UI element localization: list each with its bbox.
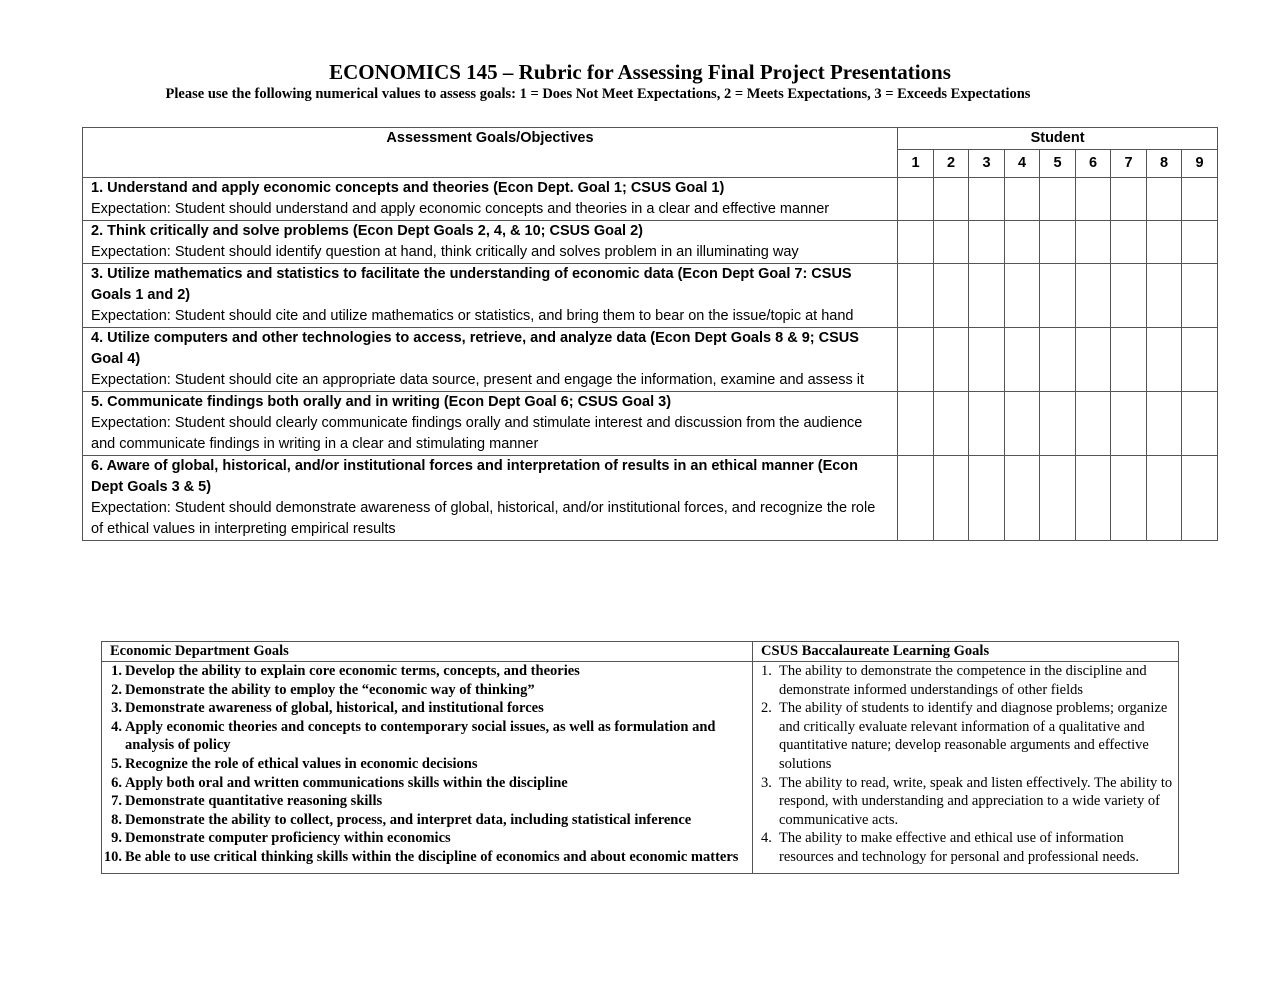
score-cell[interactable] <box>898 456 934 541</box>
goal-number: 2. <box>111 681 122 698</box>
score-cell[interactable] <box>1005 392 1040 456</box>
goal-text: Recognize the role of ethical values in economic decisions <box>125 755 478 772</box>
goal-title: 3. Utilize mathematics and statistics to facilitate the understanding of economic data (Econ Dept Goal 7: CSUS Goals 1 and 2) <box>91 266 852 303</box>
score-cell[interactable] <box>934 178 969 221</box>
score-cell[interactable] <box>1005 221 1040 264</box>
csus-goal-item <box>753 662 1178 699</box>
goal-text: Apply both oral and written communications skills within the discipline <box>125 774 568 791</box>
goal-title: 1. Understand and apply economic concepts and theories (Econ Dept. Goal 1; CSUS Goal 1) <box>91 180 725 196</box>
goal-number: 4. <box>761 830 772 847</box>
student-column-header: Student <box>898 128 1218 150</box>
csus-goals-header: CSUS Baccalaureate Learning Goals <box>753 642 1179 662</box>
econ-goal-item <box>102 811 752 830</box>
goal-text: The ability to demonstrate the competence in the discipline and demonstrate informed understandings of other fields <box>779 663 1147 698</box>
csus-goals-list <box>753 662 1178 873</box>
score-cell[interactable] <box>1005 264 1040 328</box>
goal-description-cell <box>83 264 898 328</box>
score-cell[interactable] <box>1040 328 1076 392</box>
score-cell[interactable] <box>1076 264 1111 328</box>
score-cell[interactable] <box>1182 178 1218 221</box>
goal-expectation: Expectation: Student should cite and utilize mathematics or statistics, and bring them to bear on the issue/topic at hand <box>91 308 854 324</box>
score-cell[interactable] <box>1111 392 1147 456</box>
score-cell[interactable] <box>1111 456 1147 541</box>
goal-number: 2. <box>761 700 772 717</box>
score-cell[interactable] <box>1005 178 1040 221</box>
econ-goal-item <box>102 681 752 700</box>
goal-expectation: Expectation: Student should clearly communicate findings orally and stimulate interest and discussion from the audience and communicate findings in writing in a clear and stimulating manner <box>91 415 863 452</box>
goal-text: Be able to use critical thinking skills within the discipline of economics and about economic matters <box>125 848 739 865</box>
score-cell[interactable] <box>1147 456 1182 541</box>
score-cell[interactable] <box>934 328 969 392</box>
goal-text: Apply economic theories and concepts to contemporary social issues, as well as formulation and analysis of policy <box>125 718 716 754</box>
econ-goal-item <box>102 755 752 774</box>
score-cell[interactable] <box>1182 392 1218 456</box>
rubric-row <box>83 392 1218 456</box>
goal-number: 8. <box>111 811 122 828</box>
econ-goal-item <box>102 792 752 811</box>
score-cell[interactable] <box>1040 456 1076 541</box>
score-cell[interactable] <box>1040 392 1076 456</box>
goal-description-cell <box>83 392 898 456</box>
score-cell[interactable] <box>1076 392 1111 456</box>
student-number-header: 2 <box>934 150 969 178</box>
goal-description-cell <box>83 178 898 221</box>
goal-number: 4. <box>111 718 122 735</box>
score-cell[interactable] <box>1040 264 1076 328</box>
goal-number: 5. <box>111 755 122 772</box>
student-number-header: 9 <box>1182 150 1218 178</box>
score-cell[interactable] <box>1076 221 1111 264</box>
econ-goal-item <box>102 829 752 848</box>
score-cell[interactable] <box>898 221 934 264</box>
score-cell[interactable] <box>1111 264 1147 328</box>
learning-goals-table <box>101 641 1179 874</box>
student-number-header: 5 <box>1040 150 1076 178</box>
score-cell[interactable] <box>1076 328 1111 392</box>
student-number-header: 3 <box>969 150 1005 178</box>
goal-text: Demonstrate the ability to collect, process, and interpret data, including statistical inference <box>125 811 692 828</box>
goal-title: 2. Think critically and solve problems (Econ Dept Goals 2, 4, & 10; CSUS Goal 2) <box>91 223 643 239</box>
goal-title: 6. Aware of global, historical, and/or institutional forces and interpretation of results in an ethical manner (Econ Dept Goals 3 & 5) <box>91 458 859 495</box>
score-cell[interactable] <box>1111 328 1147 392</box>
student-number-header: 6 <box>1076 150 1111 178</box>
score-cell[interactable] <box>1005 456 1040 541</box>
goal-title: 4. Utilize computers and other technologies to access, retrieve, and analyze data (Econ Dept Goals 8 & 9; CSUS Goal 4) <box>91 330 859 367</box>
rubric-row <box>83 264 1218 328</box>
student-number-header: 4 <box>1005 150 1040 178</box>
goal-text: Demonstrate the ability to employ the “economic way of thinking” <box>125 681 535 698</box>
student-number-header: 1 <box>898 150 934 178</box>
csus-goal-item <box>753 699 1178 773</box>
econ-goal-item <box>102 774 752 793</box>
rubric-row <box>83 178 1218 221</box>
score-cell[interactable] <box>1076 178 1111 221</box>
goal-text: Demonstrate awareness of global, historical, and institutional forces <box>125 700 544 717</box>
econ-goals-cell <box>102 662 753 874</box>
goal-number: 10. <box>103 848 122 865</box>
score-cell[interactable] <box>934 392 969 456</box>
score-cell[interactable] <box>1111 178 1147 221</box>
goal-number: 6. <box>111 774 122 791</box>
goal-number: 3. <box>111 700 122 717</box>
score-cell[interactable] <box>969 392 1005 456</box>
score-cell[interactable] <box>969 328 1005 392</box>
goal-description-cell <box>83 328 898 392</box>
goal-text: Demonstrate quantitative reasoning skills <box>125 793 383 810</box>
goal-expectation: Expectation: Student should identify question at hand, think critically and solves problem in an illuminating way <box>91 244 799 260</box>
score-cell[interactable] <box>969 221 1005 264</box>
goal-title: 5. Communicate findings both orally and in writing (Econ Dept Goal 6; CSUS Goal 3) <box>91 394 672 410</box>
score-cell[interactable] <box>1111 221 1147 264</box>
goal-number: 3. <box>761 774 772 791</box>
rubric-row <box>83 456 1218 541</box>
goal-description-cell <box>83 456 898 541</box>
score-cell[interactable] <box>1076 456 1111 541</box>
rubric-row <box>83 221 1218 264</box>
score-cell[interactable] <box>934 221 969 264</box>
goal-number: 1. <box>761 663 772 679</box>
csus-goal-item <box>753 774 1178 830</box>
score-cell[interactable] <box>969 264 1005 328</box>
rubric-row <box>83 328 1218 392</box>
goal-number: 1. <box>111 663 122 679</box>
goal-number: 7. <box>111 793 122 810</box>
score-cell[interactable] <box>898 392 934 456</box>
goals-column-header: Assessment Goals/Objectives <box>83 128 898 178</box>
goal-description-cell <box>83 221 898 264</box>
score-cell[interactable] <box>898 328 934 392</box>
score-cell[interactable] <box>1182 456 1218 541</box>
goal-expectation: Expectation: Student should cite an appropriate data source, present and engage the information, examine and assess it <box>91 372 865 388</box>
score-cell[interactable] <box>1182 221 1218 264</box>
rubric-body <box>83 178 1218 541</box>
goal-text: Develop the ability to explain core economic terms, concepts, and theories <box>125 663 580 679</box>
student-number-header: 8 <box>1147 150 1182 178</box>
csus-goal-item <box>753 829 1178 866</box>
score-cell[interactable] <box>934 456 969 541</box>
econ-goal-item <box>102 699 752 718</box>
student-number-header: 7 <box>1111 150 1147 178</box>
score-cell[interactable] <box>1147 328 1182 392</box>
score-cell[interactable] <box>1182 264 1218 328</box>
goal-expectation: Expectation: Student should understand and apply economic concepts and theories in a clear and effective manner <box>91 201 830 217</box>
score-cell[interactable] <box>969 456 1005 541</box>
score-cell[interactable] <box>898 178 934 221</box>
econ-goals-header: Economic Department Goals <box>102 642 753 662</box>
score-cell[interactable] <box>1040 178 1076 221</box>
goal-text: The ability to make effective and ethical use of information resources and technology for personal and professional needs. <box>779 830 1139 865</box>
score-cell[interactable] <box>1182 328 1218 392</box>
score-cell[interactable] <box>969 178 1005 221</box>
econ-goal-item <box>102 718 752 755</box>
goal-number: 9. <box>111 830 122 847</box>
goal-text: Demonstrate computer proficiency within economics <box>125 830 451 847</box>
score-cell[interactable] <box>898 264 934 328</box>
goal-text: The ability to read, write, speak and listen effectively. The ability to respond, with understanding and appreciation to a wide variety of communicative acts. <box>779 774 1173 828</box>
score-cell[interactable] <box>1147 221 1182 264</box>
score-cell[interactable] <box>1147 392 1182 456</box>
goal-text: The ability of students to identify and diagnose problems; organize and critically evaluate relevant information of a qualitative and quantitative nature; develop reasonable arguments and effective solutions <box>779 700 1168 772</box>
document-title: ECONOMICS 145 – Rubric for Assessing Final Project Presentations <box>329 60 951 84</box>
assessment-rubric-table <box>82 127 1218 541</box>
goal-expectation: Expectation: Student should demonstrate awareness of global, historical, and/or institutional forces, and recognize the role of ethical values in interpreting empirical results <box>91 500 876 537</box>
econ-goal-item <box>102 662 752 681</box>
econ-goal-item <box>102 848 752 867</box>
score-cell[interactable] <box>1147 178 1182 221</box>
score-cell[interactable] <box>1040 221 1076 264</box>
score-cell[interactable] <box>934 264 969 328</box>
score-cell[interactable] <box>1005 328 1040 392</box>
score-cell[interactable] <box>1147 264 1182 328</box>
rating-scale-instructions: Please use the following numerical values to assess goals: 1 = Does Not Meet Expectations, 2 = Meets Expectations, 3 = Exceeds Expectations <box>165 86 1031 102</box>
csus-goals-cell <box>753 662 1179 874</box>
econ-goals-list <box>102 662 752 873</box>
